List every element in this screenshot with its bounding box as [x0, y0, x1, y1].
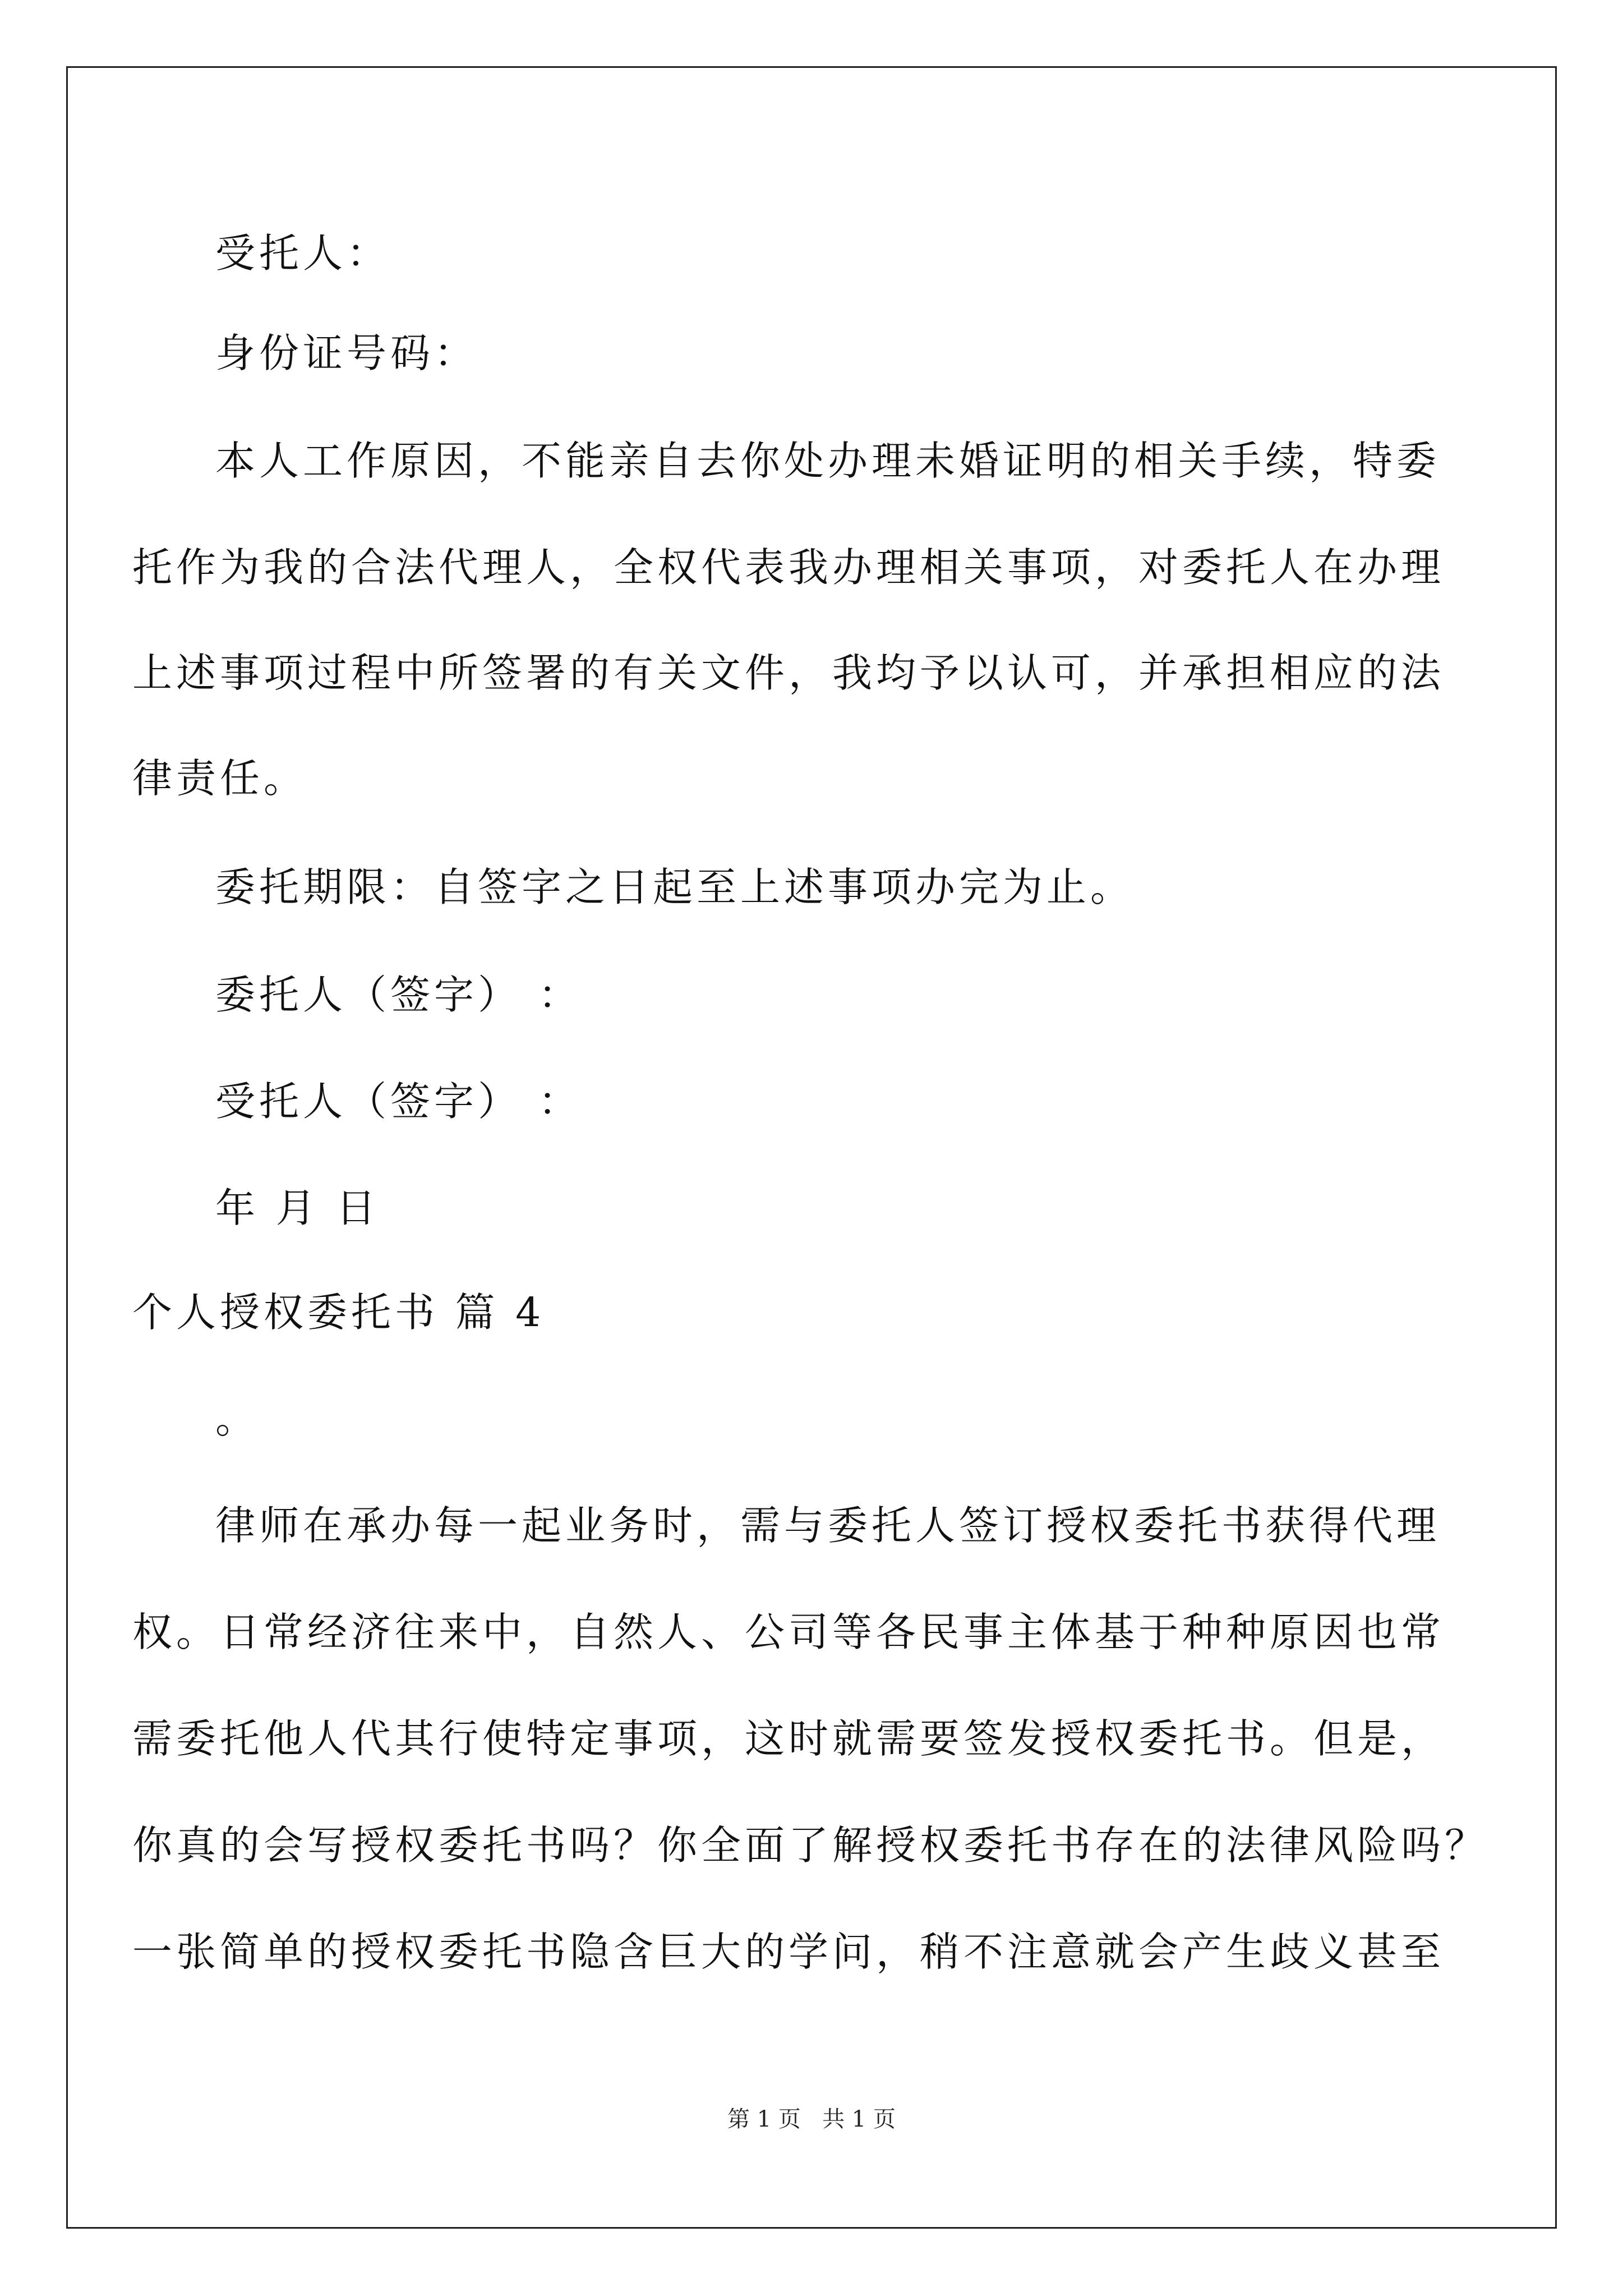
paragraph-line: 律师在承办每一起业务时，需与委托人签订授权委托书获得代理 [215, 1502, 1441, 1549]
trustee-signature-line: 受托人（签字） ： [215, 1078, 582, 1125]
page-footer: 第 1 页 共 1 页 [727, 2106, 896, 2132]
paragraph-line: 需委托他人代其行使特定事项，这时就需要签发授权委托书。但是， [132, 1715, 1445, 1762]
paragraph-line: 一张简单的授权委托书隐含巨大的学问，稍不注意就会产生歧义甚至 [132, 1929, 1445, 1975]
principal-signature-line: 委托人（签字） ： [215, 972, 582, 1018]
paragraph-line: 托作为我的合法代理人，全权代表我办理相关事项，对委托人在办理 [132, 544, 1445, 591]
section-heading: 个人授权委托书 篇 4 [132, 1289, 545, 1336]
paragraph-line: 律责任。 [132, 755, 308, 802]
date-line: 年 月 日 [215, 1185, 380, 1231]
trustee-label: 受托人： [215, 230, 391, 277]
paragraph-line: 。 [215, 1396, 260, 1442]
id-number-label: 身份证号码： [215, 330, 478, 376]
term-line: 委托期限：自签字之日起至上述事项办完为止。 [215, 864, 1135, 910]
paragraph-line: 权。日常经济往来中，自然人、公司等各民事主体基于种种原因也常 [132, 1609, 1445, 1655]
document-body [132, 0, 1489, 2076]
paragraph-line: 本人工作原因，不能亲自去你处办理未婚证明的相关手续，特委 [215, 438, 1441, 484]
paragraph-line: 上述事项过程中所签署的有关文件，我均予以认可，并承担相应的法 [132, 650, 1445, 696]
paragraph-line: 你真的会写授权委托书吗？你全面了解授权委托书存在的法律风险吗？ [132, 1822, 1489, 1869]
